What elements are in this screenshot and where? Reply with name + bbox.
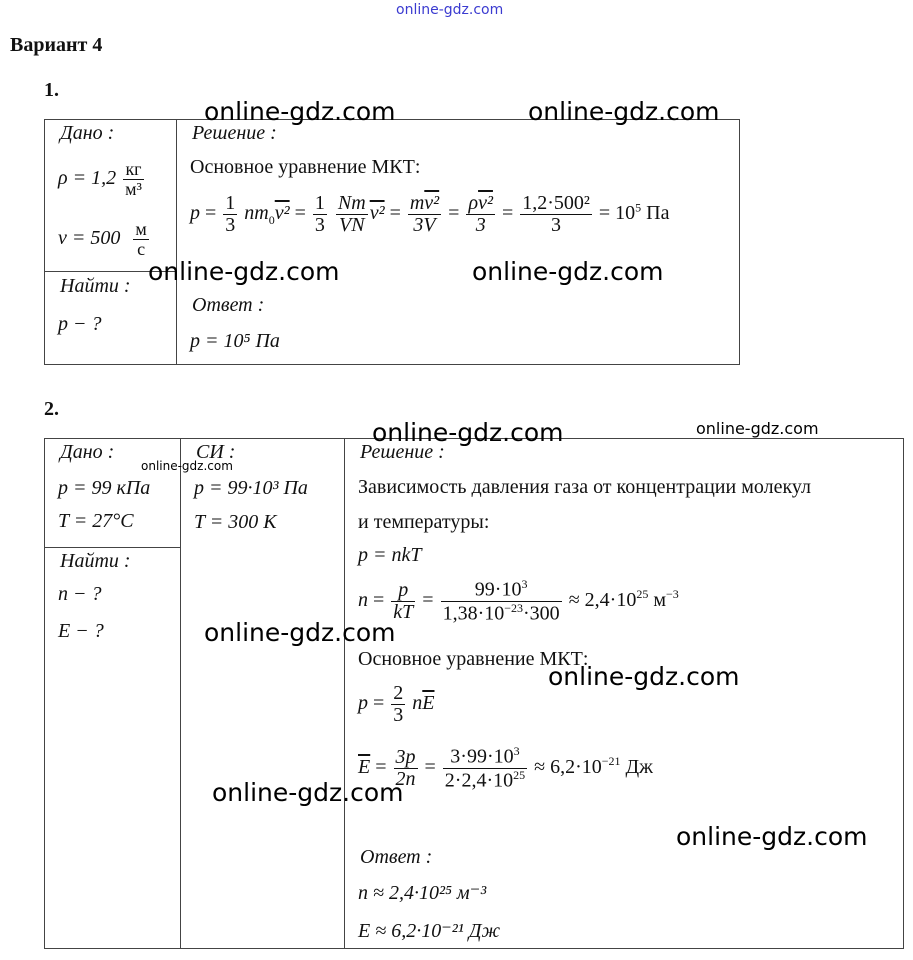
task1-solution-label: Решение : — [192, 122, 277, 144]
watermark: online-gdz.com — [696, 419, 819, 438]
task1-rho-lhs: ρ = 1,2 — [58, 166, 117, 189]
task2-given-p: p = 99 кПа — [58, 477, 151, 499]
task2-dano-label: Дано : — [60, 441, 115, 463]
task2-si-T: T = 300 К — [194, 511, 277, 533]
task2-formula-n: n = $\frac{p}{kT}$ = $\frac{99\cdot 10^3}{1,38\cdot 10^{-23}\cdot 300}$ ≈ $2,4\cdot 10^{25}$ $м^{-3}$ — [358, 577, 679, 625]
watermark: online-gdz.com — [548, 662, 740, 691]
task2-solution-text-1: Зависимость давления газа от концентрации молекул — [358, 476, 811, 498]
task1-v — [58, 220, 151, 259]
task2-number: 2. — [44, 398, 59, 420]
task2-si-p: p = 99·10³ Па — [194, 477, 308, 499]
watermark: online-gdz.com — [472, 257, 664, 286]
watermark: online-gdz.com — [204, 618, 396, 647]
task1-formula: p = $\frac{1}{3}$ $nm_0v^2$ = $\frac{1}{3}$ $\frac{Nm}{VN}$ v² = $\frac{\text{mv²}}{3V}$ = $\frac{\text{ρv²}}{3}$ = $\frac{\text{1,2·500²}}{3}$ = $10^5$ Па — [190, 192, 670, 236]
watermark: online-gdz.com — [372, 418, 564, 447]
task2-mkt-text: Основное уравнение МКТ: — [358, 648, 589, 670]
task2-formula-p-mkt: p = $\frac{2}{3}$ $n\overline{E}$ — [358, 682, 435, 726]
task2-find-n: n − ? — [58, 583, 102, 605]
task1-v-unit-den: с — [133, 239, 148, 259]
watermark: online-gdz.com — [676, 822, 868, 851]
task2-find-label: Найти : — [60, 550, 131, 572]
task1-find-label: Найти : — [60, 275, 131, 297]
task2-given-T: T = 27°C — [58, 510, 134, 532]
task1-solution-text: Основное уравнение МКТ: — [190, 156, 421, 178]
watermark: online-gdz.com — [141, 459, 233, 473]
task2-solution-label: Решение : — [360, 441, 445, 463]
watermark: online-gdz.com — [528, 97, 720, 126]
task1-find-item: p − ? — [58, 313, 102, 335]
variant-title: Вариант 4 — [10, 34, 103, 56]
task2-answer-E: E ≈ 6,2·10⁻²¹ Дж — [358, 920, 501, 942]
watermark: online-gdz.com — [204, 97, 396, 126]
task2-formula-E: $\overline{E}$ = $\frac{3p}{2n}$ = $\frac{3\cdot 99\cdot 10^3}{2\cdot 2,4\cdot 10^{25}}$ ≈ $6,2\cdot 10^{-21}$ Дж — [358, 744, 653, 792]
task2-solution-text-2: и температуры: — [358, 511, 490, 533]
task1-rho — [58, 160, 146, 199]
task1-dano-label: Дано : — [60, 122, 115, 144]
task2-formula-p: p = nkT — [358, 544, 422, 566]
task1-rho-unit-num: кг — [125, 159, 142, 179]
watermark: online-gdz.com — [148, 257, 340, 286]
watermark: online-gdz.com — [212, 778, 404, 807]
task2-si-label: СИ : — [196, 441, 236, 463]
task1-rho-unit-den: м³ — [125, 178, 142, 199]
task2-find-E: E − ? — [58, 620, 104, 642]
task1-v-lhs: v = 500 — [58, 226, 121, 249]
task1-v-unit-num: м — [135, 219, 147, 239]
watermark-top: online-gdz.com — [396, 2, 504, 18]
task2-answer-n: n ≈ 2,4·10²⁵ м⁻³ — [358, 882, 487, 904]
task1-answer-value: p = 10⁵ Па — [190, 330, 280, 352]
task2-answer-label: Ответ : — [360, 846, 433, 868]
task1-answer-label: Ответ : — [192, 294, 265, 316]
task1-number: 1. — [44, 79, 59, 101]
